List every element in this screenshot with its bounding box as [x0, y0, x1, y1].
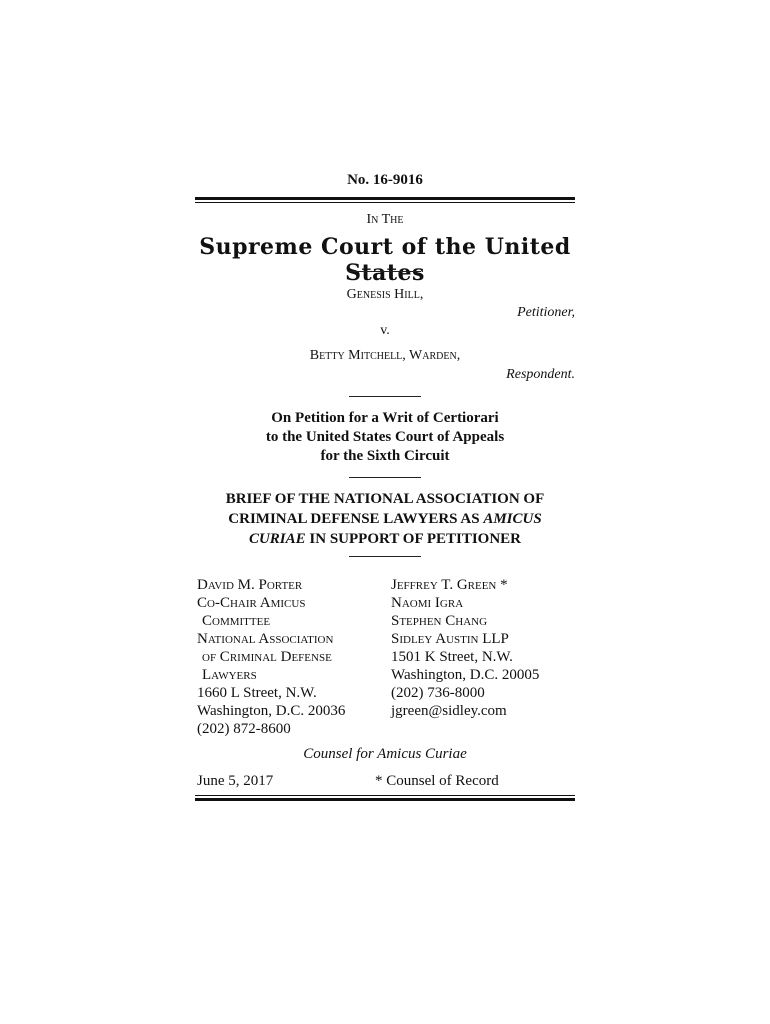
brief-title-amicus: AMICUS	[483, 511, 542, 527]
respondent-name: Betty Mitchell, Warden,	[309, 348, 461, 363]
bottom-rule-thin	[195, 795, 575, 796]
petitioner-role: Petitioner,	[517, 305, 575, 320]
counsel-address: 1501 K Street, N.W.	[391, 649, 513, 665]
divider-4	[349, 556, 421, 557]
petition-line: to the United States Court of Appeals	[265, 429, 505, 445]
counsel-line: of Criminal Defense	[202, 649, 332, 665]
brief-title-line: BRIEF OF THE NATIONAL ASSOCIATION OF	[225, 491, 545, 507]
counsel-address: Washington, D.C. 20005	[391, 667, 540, 683]
counsel-phone: (202) 736-8000	[391, 685, 485, 701]
counsel-address: Washington, D.C. 20036	[197, 703, 346, 719]
brief-title-line	[190, 529, 580, 549]
divider-1	[349, 271, 421, 272]
petition-line: On Petition for a Writ of Certiorari	[271, 410, 499, 426]
brief-title-curiae: CURIAE	[248, 531, 306, 547]
top-rule	[195, 197, 575, 200]
petitioner-name: Genesis Hill,	[346, 287, 424, 302]
counsel-firm: Sidley Austin LLP	[391, 631, 509, 647]
brief-title-text: IN SUPPORT OF PETITIONER	[305, 531, 522, 547]
counsel-line: National Association	[197, 631, 334, 647]
counsel-line: Lawyers	[202, 667, 257, 683]
divider-3	[349, 477, 421, 478]
divider-2	[349, 396, 421, 397]
top-rule-thin	[195, 202, 575, 203]
counsel-for: Counsel for Amicus Curiae	[303, 746, 467, 762]
right-counsel-block	[391, 576, 581, 720]
respondent-role: Respondent.	[506, 367, 575, 382]
bottom-rule	[195, 798, 575, 801]
counsel-name: Jeffrey T. Green *	[391, 577, 508, 593]
brief-title-line	[190, 509, 580, 529]
case-number: No. 16-9016	[347, 172, 423, 188]
counsel-name: Naomi Igra	[391, 595, 464, 611]
brief-title-text: CRIMINAL DEFENSE LAWYERS AS	[228, 511, 484, 527]
counsel-of-record-note: * Counsel of Record	[375, 773, 499, 789]
counsel-line: Co-Chair Amicus	[197, 595, 306, 611]
court-prefix: In The	[366, 212, 404, 227]
petition-line: for the Sixth Circuit	[320, 448, 450, 464]
petition-text	[195, 409, 575, 466]
filing-date: June 5, 2017	[197, 773, 274, 789]
counsel-name: David M. Porter	[197, 577, 303, 593]
counsel-line: Committee	[202, 613, 271, 629]
versus: v.	[380, 323, 390, 338]
court-name: Supreme Court of the United States	[199, 234, 571, 286]
counsel-phone: (202) 872-8600	[197, 721, 291, 737]
counsel-name: Stephen Chang	[391, 613, 488, 629]
counsel-email: jgreen@sidley.com	[391, 703, 507, 719]
counsel-address: 1660 L Street, N.W.	[197, 685, 317, 701]
brief-title	[190, 489, 580, 549]
left-counsel-block	[197, 576, 387, 738]
